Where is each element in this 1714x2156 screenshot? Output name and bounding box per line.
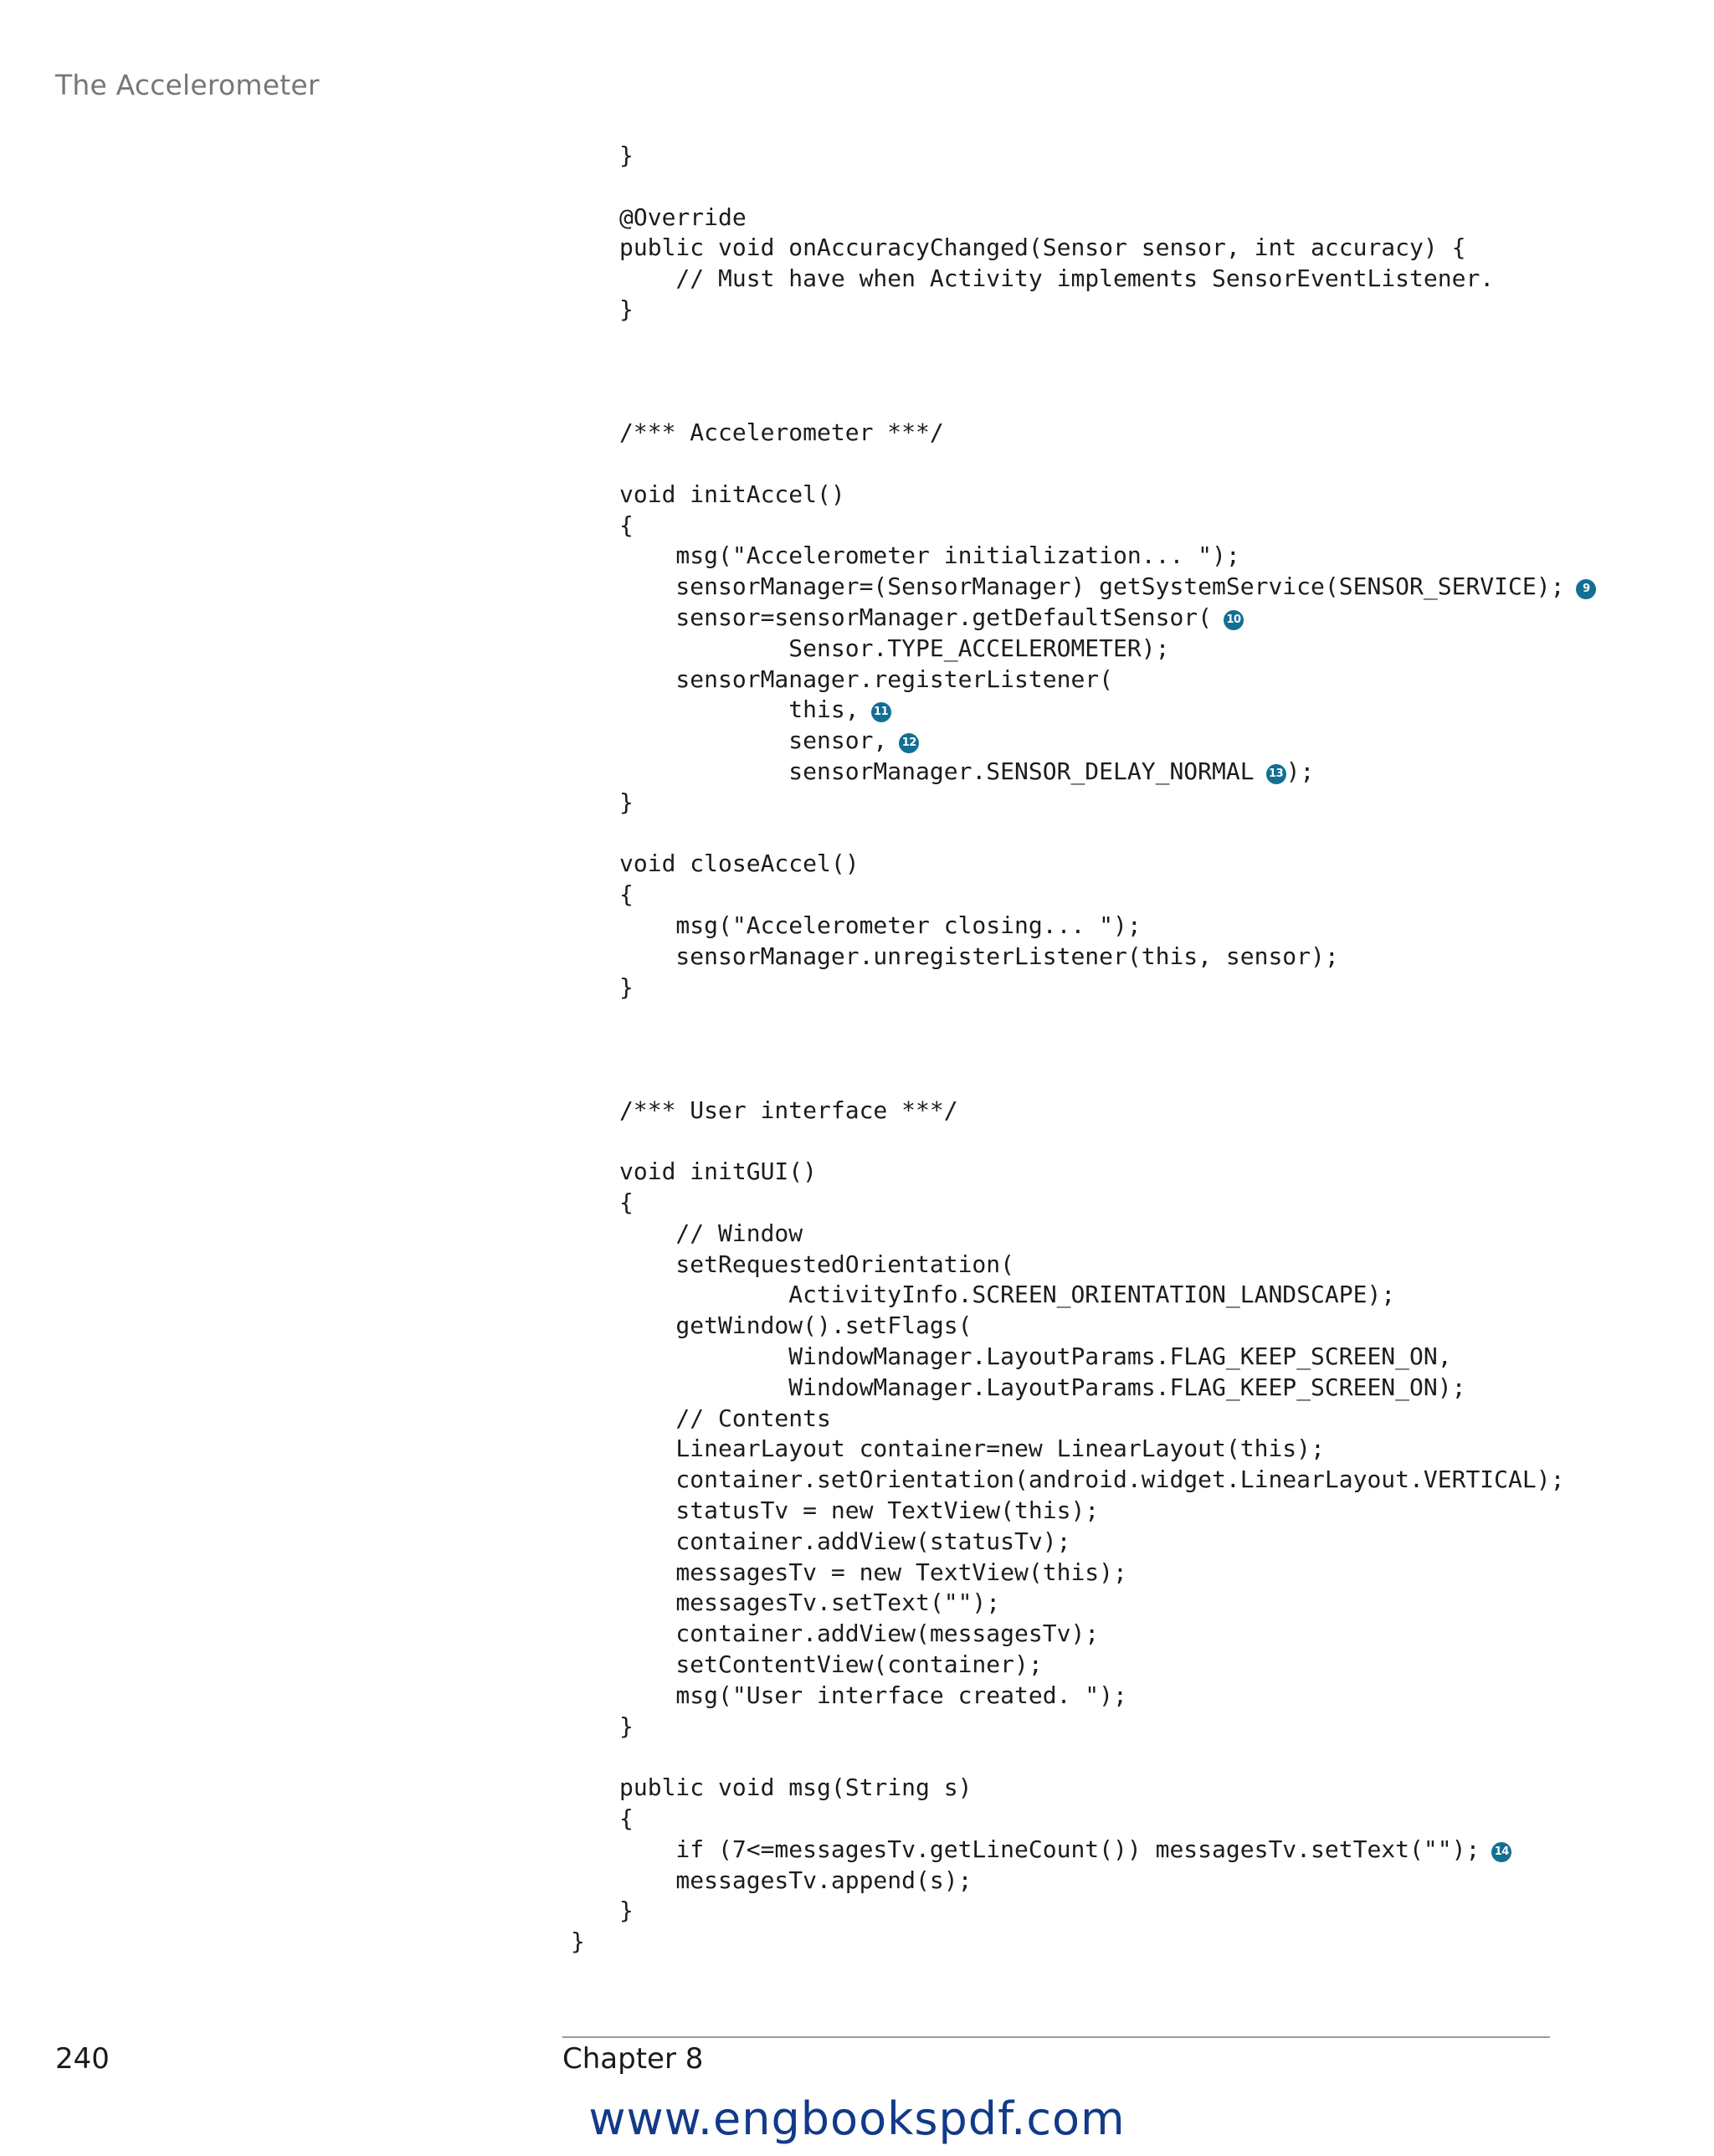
code-line [619,665,1596,696]
footer-rule [562,2036,1550,2038]
code-line [619,1034,1596,1065]
code-text: messagesTv = new TextView(this); [619,1558,1127,1586]
code-text: void closeAccel() [619,850,860,878]
code-line [619,511,1596,542]
code-line [619,1527,1596,1558]
code-text: void initGUI() [619,1158,818,1186]
callout-number-icon: 13 [1266,764,1286,784]
code-line [619,1250,1596,1281]
code-text: Sensor.TYPE_ACCELEROMETER); [619,634,1170,662]
code-text: } [571,1928,585,1956]
code-line [619,1404,1596,1435]
code-text: /*** User interface ***/ [619,1096,958,1124]
code-line [619,1681,1596,1712]
code-line [619,357,1596,388]
code-line [619,1342,1596,1373]
running-head: The Accelerometer [55,69,320,101]
code-text: container.addView(statusTv); [619,1527,1071,1555]
callout-number-icon: 11 [871,702,891,722]
code-text: } [619,1712,634,1740]
code-text: setContentView(container); [619,1650,1043,1679]
code-line [619,295,1596,326]
code-text: } [619,788,634,816]
code-text: } [619,1897,634,1925]
code-listing [571,141,1596,1958]
code-line [619,911,1596,942]
code-text: msg("Accelerometer closing... "); [619,911,1142,939]
callout-number-icon: 9 [1576,579,1596,599]
code-text: sensorManager.unregisterListener(this, sensor); [619,942,1339,970]
code-line [619,942,1596,973]
code-text: } [619,295,634,323]
code-line [619,1742,1596,1773]
code-line [619,1434,1596,1465]
code-text: if (7<=messagesTv.getLineCount()) messagesTv.setText(""); [619,1835,1481,1863]
code-line [619,1496,1596,1527]
code-line [619,326,1596,357]
code-line [619,695,1596,726]
code-line [619,603,1596,634]
chapter-label: Chapter 8 [562,2042,704,2076]
code-line [619,726,1596,757]
code-text: { [619,1188,634,1217]
callout-number-icon: 12 [899,733,919,753]
code-text-suffix: ); [1286,757,1315,785]
code-text: messagesTv.append(s); [619,1866,972,1894]
code-text: messagesTv.setText(""); [619,1589,1001,1617]
code-line [619,233,1596,264]
code-line [619,572,1596,603]
code-text: msg("User interface created. "); [619,1681,1127,1709]
code-line [619,1065,1596,1096]
code-text: LinearLayout container=new LinearLayout(this); [619,1435,1325,1463]
code-text: public void msg(String s) [619,1774,972,1802]
code-line [619,1558,1596,1589]
code-text: sensorManager=(SensorManager) getSystemService(SENSOR_SERVICE); [619,572,1565,601]
code-line [619,1003,1596,1034]
code-line [619,141,1596,172]
code-line [619,387,1596,418]
code-line [619,264,1596,295]
code-text: statusTv = new TextView(this); [619,1496,1100,1525]
code-text: ActivityInfo.SCREEN_ORIENTATION_LANDSCAPE); [619,1281,1396,1309]
code-line [619,172,1596,203]
code-line [619,788,1596,819]
code-line [571,1927,1596,1958]
code-text: sensor=sensorManager.getDefaultSensor( [619,603,1213,631]
callout-number-icon: 10 [1224,610,1244,630]
code-line [619,1465,1596,1496]
code-text: container.addView(messagesTv); [619,1620,1100,1648]
code-line [619,1588,1596,1619]
code-line [619,541,1596,572]
code-line [619,634,1596,665]
code-line [619,1650,1596,1681]
code-line [619,1712,1596,1743]
code-text: msg("Accelerometer initialization... "); [619,542,1240,570]
code-text: getWindow().setFlags( [619,1312,972,1340]
code-line [619,418,1596,449]
code-text: } [619,973,634,1001]
code-text: // Contents [619,1404,831,1432]
code-text: void initAccel() [619,480,845,508]
code-line [619,880,1596,911]
code-text: sensorManager.registerListener( [619,665,1114,693]
code-text: // Window [619,1219,803,1247]
code-line [619,1373,1596,1404]
code-line [619,757,1596,788]
code-text: // Must have when Activity implements SensorEventListener. [619,264,1495,293]
code-text: container.setOrientation(android.widget.LinearLayout.VERTICAL); [619,1466,1565,1494]
code-line [619,1866,1596,1897]
code-line [619,1157,1596,1188]
code-text: public void onAccuracyChanged(Sensor sensor, int accuracy) { [619,234,1466,262]
code-line [619,449,1596,480]
callout-number-icon: 14 [1491,1842,1511,1862]
code-line [619,1619,1596,1650]
code-line [619,973,1596,1004]
code-text: WindowManager.LayoutParams.FLAG_KEEP_SCREEN_ON, [619,1342,1452,1371]
code-text: sensor, [619,726,888,755]
code-text: /*** Accelerometer ***/ [619,418,944,447]
code-line [619,1127,1596,1158]
code-text: this, [619,696,860,724]
code-line [619,1896,1596,1927]
code-line [619,1311,1596,1342]
page-number: 240 [55,2042,110,2076]
code-line [619,480,1596,511]
code-text: { [619,1804,634,1833]
code-line [619,1096,1596,1127]
code-text: { [619,511,634,539]
code-text: } [619,141,634,169]
code-line [619,1280,1596,1311]
code-line [619,1219,1596,1250]
code-text: setRequestedOrientation( [619,1250,1015,1278]
code-text: @Override [619,203,747,231]
code-text: sensorManager.SENSOR_DELAY_NORMAL [619,757,1255,785]
code-text: WindowManager.LayoutParams.FLAG_KEEP_SCREEN_ON); [619,1373,1466,1401]
code-line [619,849,1596,880]
code-line [619,203,1596,234]
code-line [619,1773,1596,1804]
code-line [619,819,1596,850]
code-line [619,1804,1596,1835]
watermark-url[interactable]: www.engbookspdf.com [588,2092,1126,2145]
code-line [619,1188,1596,1219]
code-text: { [619,880,634,909]
code-line [619,1835,1596,1866]
